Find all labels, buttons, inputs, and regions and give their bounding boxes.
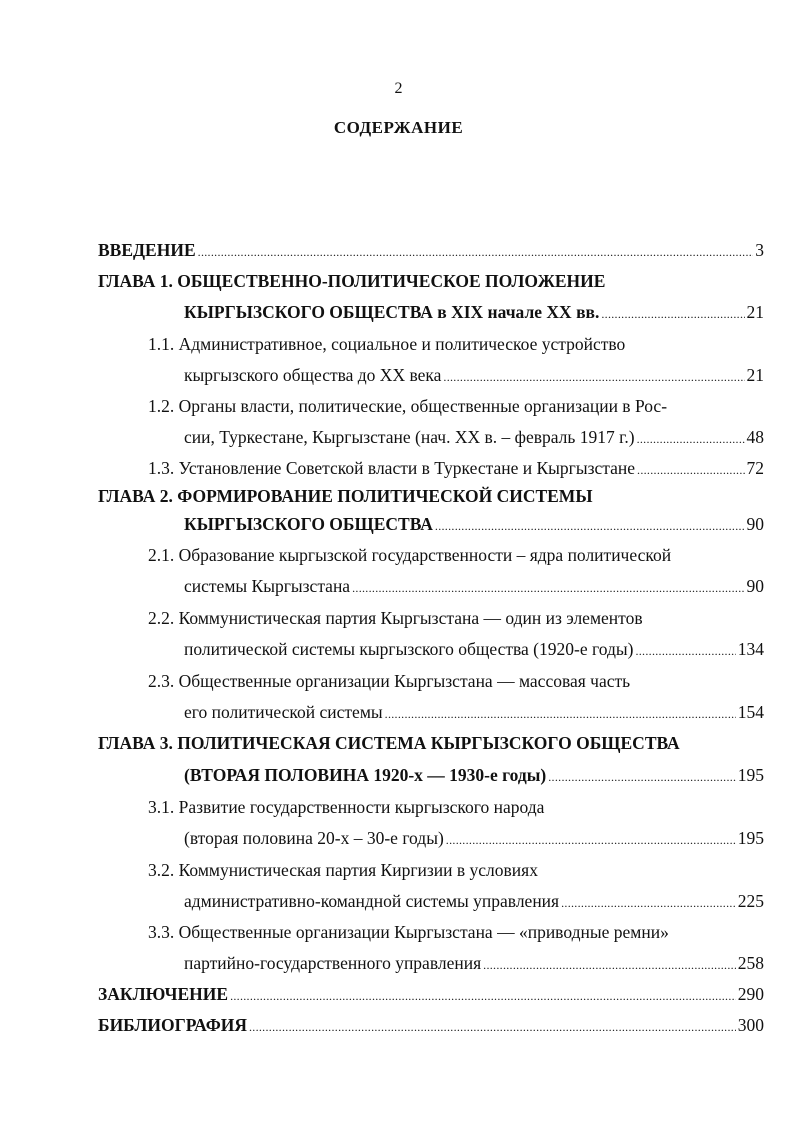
toc-entry-section-2-3 — [184, 702, 764, 726]
toc-page: 21 — [746, 365, 764, 385]
dot-leader — [198, 245, 754, 260]
dot-leader — [637, 463, 744, 478]
toc-page: 290 — [737, 984, 764, 1004]
toc-entry-chapter-2 — [184, 514, 764, 538]
dot-leader — [435, 519, 745, 534]
dot-leader — [483, 958, 736, 973]
dot-leader — [446, 833, 736, 848]
section-1-1-heading: 1.1. Административное, социальное и политическое устройство — [148, 334, 626, 354]
toc-page: 195 — [737, 765, 764, 785]
page-title: СОДЕРЖАНИЕ — [333, 118, 464, 137]
section-3-3-heading: 3.3. Общественные организации Кыргызстана — «приводные ремни» — [148, 922, 669, 942]
toc-page: 48 — [746, 427, 764, 447]
dot-leader — [561, 896, 736, 911]
toc-page: 72 — [746, 458, 764, 478]
toc-label: КЫРГЫЗСКОГО ОБЩЕСТВА в XIX начале ХХ вв. — [184, 302, 600, 322]
toc-label: ЗАКЛЮЧЕНИЕ — [98, 984, 229, 1004]
dot-leader — [385, 707, 736, 722]
page-number: 2 — [394, 80, 403, 97]
toc-label: его политической системы — [184, 702, 383, 722]
toc-entry-section-1-3 — [148, 458, 764, 482]
chapter-2-heading: ГЛАВА 2. ФОРМИРОВАНИЕ ПОЛИТИЧЕСКОЙ СИСТЕМЫ — [98, 486, 593, 506]
dot-leader — [635, 644, 735, 659]
toc-entry-section-3-1 — [184, 828, 764, 852]
toc-page: 300 — [737, 1015, 764, 1035]
toc-label: КЫРГЫЗСКОГО ОБЩЕСТВА — [184, 514, 433, 534]
toc-label: административно-командной системы управления — [184, 891, 560, 911]
toc-page: 90 — [746, 576, 764, 596]
toc-label: (ВТОРАЯ ПОЛОВИНА 1920-х — 1930-е годы) — [184, 765, 547, 785]
toc-label: БИБЛИОГРАФИЯ — [98, 1015, 247, 1035]
section-2-3-heading: 2.3. Общественные организации Кыргызстана — массовая часть — [148, 671, 631, 691]
toc-entry-chapter-1 — [184, 302, 764, 326]
dot-leader — [637, 432, 745, 447]
toc-entry-bibliography — [98, 1015, 764, 1039]
dot-leader — [249, 1020, 736, 1035]
toc-page: 154 — [737, 702, 764, 722]
toc-label: 1.3. Установление Советской власти в Туркестане и Кыргызстане — [148, 458, 636, 478]
toc-label: (вторая половина 20-х – 30-е годы) — [184, 828, 444, 848]
dot-leader — [548, 770, 736, 785]
toc-entry-chapter-3 — [184, 765, 764, 789]
dot-leader — [443, 370, 744, 385]
toc-label: сии, Туркестане, Кыргызстане (нач. ХХ в. – февраль 1917 г.) — [184, 427, 635, 447]
toc-entry-section-1-2 — [184, 427, 764, 451]
dot-leader — [601, 307, 744, 322]
toc-page: 134 — [737, 639, 764, 659]
section-1-2-heading: 1.2. Органы власти, политические, общественные организации в Рос- — [148, 396, 668, 416]
toc-page: 225 — [737, 891, 764, 911]
toc-label: политической системы кыргызского общества (1920-е годы) — [184, 639, 634, 659]
toc-page: 21 — [746, 302, 764, 322]
section-3-1-heading: 3.1. Развитие государственности кыргызского народа — [148, 797, 545, 817]
chapter-3-heading: ГЛАВА 3. ПОЛИТИЧЕСКАЯ СИСТЕМА КЫРГЫЗСКОГО ОБЩЕСТВА — [98, 733, 680, 753]
toc-page: 258 — [737, 953, 764, 973]
dot-leader — [230, 989, 736, 1004]
toc-page: 3 — [755, 240, 764, 260]
toc-label: партийно-государственного управления — [184, 953, 482, 973]
toc-entry-section-3-2 — [184, 891, 764, 915]
toc-entry-section-3-3 — [184, 953, 764, 977]
toc-entry-section-2-1 — [184, 576, 764, 600]
chapter-1-heading: ГЛАВА 1. ОБЩЕСТВЕННО-ПОЛИТИЧЕСКОЕ ПОЛОЖЕНИЕ — [98, 271, 606, 291]
toc-entry-section-1-1 — [184, 365, 764, 389]
toc-page: 90 — [746, 514, 764, 534]
section-3-2-heading: 3.2. Коммунистическая партия Киргизии в условиях — [148, 860, 538, 880]
toc-entry-section-2-2 — [184, 639, 764, 663]
section-2-2-heading: 2.2. Коммунистическая партия Кыргызстана — один из элементов — [148, 608, 643, 628]
dot-leader — [352, 581, 744, 596]
toc-page: 195 — [737, 828, 764, 848]
toc-entry-intro — [98, 240, 764, 264]
section-2-1-heading: 2.1. Образование кыргызской государственности – ядра политической — [148, 545, 672, 565]
toc-label: ВВЕДЕНИЕ — [98, 240, 196, 260]
toc-label: системы Кыргызстана — [184, 576, 351, 596]
toc-label: кыргызского общества до ХХ века — [184, 365, 442, 385]
toc-entry-conclusion — [98, 984, 764, 1008]
